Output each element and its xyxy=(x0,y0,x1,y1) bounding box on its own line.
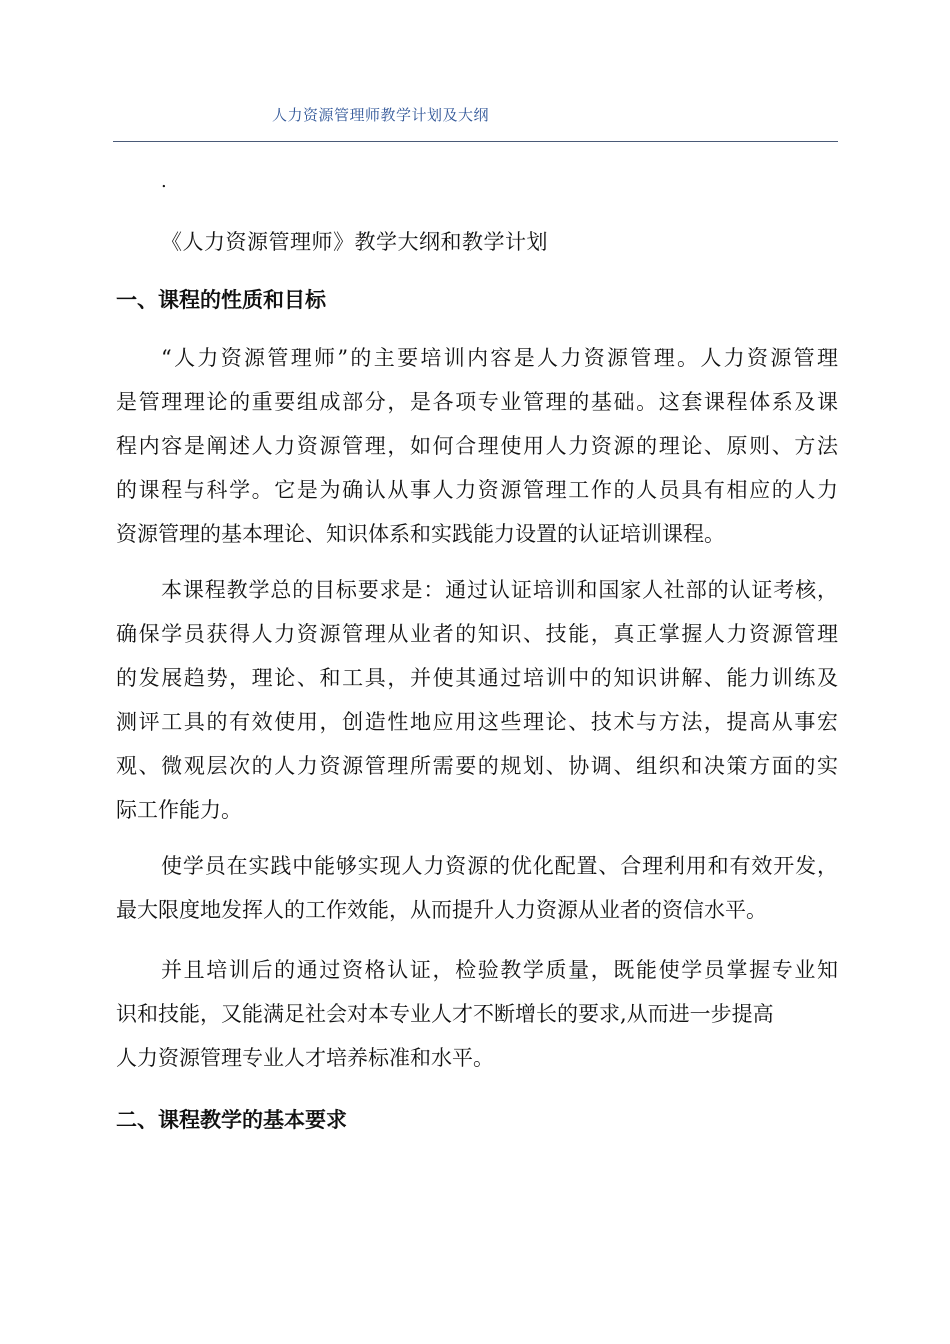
paragraph-certification xyxy=(116,948,838,1080)
paragraph-line: 人力资源管理专业人才培养标准和水平。 xyxy=(116,1046,494,1070)
running-header: 人力资源管理师教学计划及大纲 xyxy=(272,106,490,124)
header-divider xyxy=(113,141,838,142)
paragraph-line: “人力资源管理师”的主要培训内容是人力资源管理。人力资源管理 xyxy=(161,346,838,370)
paragraph-line: 识和技能，又能满足社会对本专业人才不断增长的要求,从而进一步提高 xyxy=(116,1002,774,1026)
paragraph-course-nature xyxy=(116,336,838,556)
section-heading-2: 二、课程教学的基本要求 xyxy=(116,1107,347,1132)
paragraph-line: 际工作能力。 xyxy=(116,798,242,822)
paragraph-line: 最大限度地发挥人的工作效能，从而提升人力资源从业者的资信水平。 xyxy=(116,898,767,922)
paragraph-line: 资源管理的基本理论、知识体系和实践能力设置的认证培训课程。 xyxy=(116,522,725,546)
paragraph-line: 本课程教学总的目标要求是：通过认证培训和国家人社部的认证考核， xyxy=(161,578,838,602)
paragraph-line: 是管理理论的重要组成部分，是各项专业管理的基础。这套课程体系及课 xyxy=(116,390,838,414)
paragraph-line: 程内容是阐述人力资源管理，如何合理使用人力资源的理论、原则、方法 xyxy=(116,434,838,458)
paragraph-line: 的课程与科学。它是为确认从事人力资源管理工作的人员具有相应的人力 xyxy=(116,478,838,502)
paragraph-line: 使学员在实践中能够实现人力资源的优化配置、合理利用和有效开发， xyxy=(161,854,838,878)
paragraph-line: 并且培训后的通过资格认证，检验教学质量，既能使学员掌握专业知 xyxy=(161,958,838,982)
stray-dot: . xyxy=(161,171,167,192)
paragraph-line: 测评工具的有效使用，创造性地应用这些理论、技术与方法，提高从事宏 xyxy=(116,710,838,734)
paragraph-line: 的发展趋势，理论、和工具，并使其通过培训中的知识讲解、能力训练及 xyxy=(116,666,838,690)
paragraph-course-goals xyxy=(116,568,838,832)
paragraph-line: 观、微观层次的人力资源管理所需要的规划、协调、组织和决策方面的实 xyxy=(116,754,838,778)
paragraph-line: 确保学员获得人力资源管理从业者的知识、技能，真正掌握人力资源管理 xyxy=(116,622,838,646)
section-heading-1: 一、课程的性质和目标 xyxy=(116,287,326,312)
document-title: 《人力资源管理师》教学大纲和教学计划 xyxy=(161,230,548,254)
paragraph-practice xyxy=(116,844,838,932)
